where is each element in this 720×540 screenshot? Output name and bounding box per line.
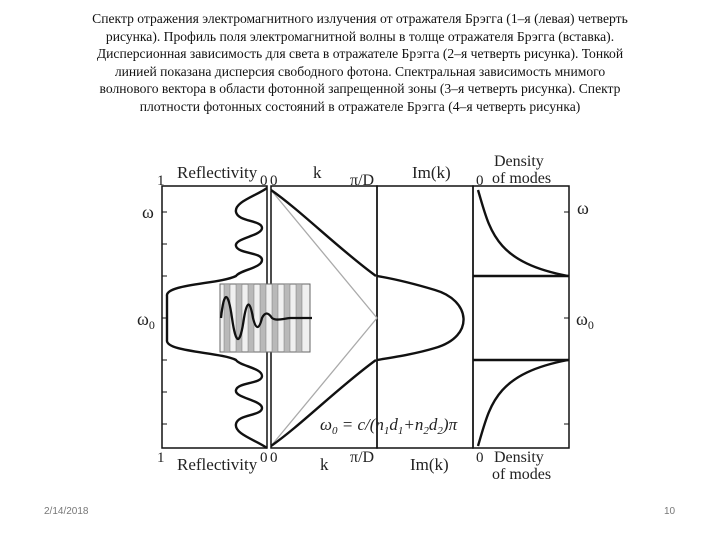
caption-line-2: рисунка). Профиль поля электромагнитной волны в толще отражателя Брэгга (вставка).	[105, 28, 615, 44]
caption-line-3: Дисперсионная зависимость для света в отражателе Брэгга (2–я четверть рисунка). Тонкой	[96, 46, 624, 62]
footer-date: 2/14/2018	[44, 506, 89, 517]
omega0-right-symbol: ω	[576, 309, 588, 329]
top-zero-c: 0	[476, 173, 484, 189]
bottom-of-modes-label: of modes	[492, 466, 552, 483]
top-zero-b: 0	[270, 173, 278, 189]
dos-curve-upper	[478, 190, 568, 276]
bottom-density-label: Density	[494, 449, 544, 466]
formula-tail: )π	[442, 415, 458, 434]
bottom-reflectivity-label: Reflectivity	[177, 455, 258, 474]
top-refl-one: 1	[157, 173, 165, 189]
omega-right-label: ω	[577, 198, 589, 218]
top-density-label: Density	[494, 153, 544, 170]
caption-line-4: линией показана дисперсия свободного фотона. Спектральная зависимость мнимого	[114, 63, 606, 79]
footer-page-number: 10	[664, 506, 676, 517]
formula-s1: 1	[383, 425, 390, 437]
omega0-right-label	[576, 309, 594, 332]
caption-line-6: плотности фотонных состояний в отражателе Брэгга (4–я четверть рисунка)	[139, 98, 581, 114]
top-reflectivity-label: Reflectivity	[177, 163, 258, 182]
bottom-zero-a: 0	[260, 450, 268, 466]
omega-left-label: ω	[142, 202, 154, 222]
formula-eq: = c/(n	[337, 415, 384, 434]
formula-s2: 1	[397, 425, 404, 437]
bottom-zero-b: 0	[270, 450, 278, 466]
caption-line-1: Спектр отражения электромагнитного излучения от отражателя Брэгга (1–я (левая) четверть	[92, 11, 628, 26]
dos-curve-lower	[478, 360, 568, 446]
formula-lhs-sub: 0	[332, 425, 338, 437]
dispersion-curve-upper	[271, 190, 376, 276]
top-pi-over-d: π/D	[350, 172, 375, 189]
caption-line-5: волнового вектора в области фотонной запрещенной зоны (3–я четверть рисунка). Спектр	[99, 81, 621, 97]
bottom-k-label: k	[320, 455, 329, 474]
im-k-curve	[377, 276, 464, 360]
omega0-left-label	[137, 309, 155, 332]
formula-d2: d	[428, 415, 438, 434]
density-panel-frame	[473, 186, 569, 448]
bottom-im-k-label: Im(k)	[410, 455, 449, 474]
top-zero-a: 0	[260, 173, 268, 189]
bragg-formula	[320, 415, 458, 437]
formula-s4: 2	[437, 425, 443, 437]
top-k-label: k	[313, 163, 322, 182]
top-im-k-label: Im(k)	[412, 163, 451, 182]
formula-d: d	[389, 415, 398, 434]
omega0-left-sub: 0	[148, 318, 155, 332]
bragg-stack-inset	[220, 284, 312, 352]
bottom-zero-c: 0	[476, 450, 484, 466]
im-k-panel-frame	[377, 186, 473, 448]
omega0-right-sub: 0	[587, 318, 594, 332]
formula-s3: 2	[423, 425, 429, 437]
omega0-left-symbol: ω	[137, 309, 149, 329]
formula-lhs: ω	[320, 415, 333, 434]
bottom-pi-over-d: π/D	[350, 449, 375, 466]
top-of-modes-label: of modes	[492, 170, 552, 187]
bottom-refl-one: 1	[157, 450, 165, 466]
formula-plus: +n	[403, 415, 424, 434]
